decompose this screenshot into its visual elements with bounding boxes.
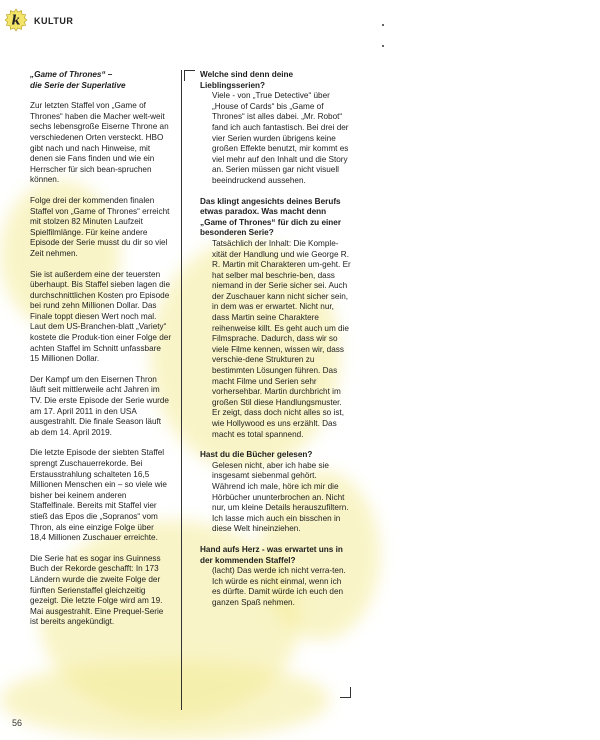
- ornament-dot: [382, 24, 384, 26]
- interview-answer: Viele - von „True Detective“ über „House of Cards“ bis „Game of Thrones“ ist alles dabei. „Mr. Robot“ fand ich auch fantastisch. Bei drei der vier Serien wurden übrigens keine großen Effekte benutzt, mir kommt es viel mehr auf den Inhalt und die Story an. Serien müssen gar nicht visuell beeindruckend aussehen.: [212, 91, 349, 185]
- article-column: [30, 70, 172, 638]
- interview-question: Das klingt angesichts deines Berufs etwas paradox. Was macht denn „Game of Thrones“ für dich zu einer besonderen Serie?: [200, 196, 342, 238]
- article-headline: [30, 70, 172, 91]
- article-paragraph: Folge drei der kommenden finalen Staffel von „Game of Thrones“ erreicht mit stolzen 82 Minuten Laufzeit Spielfilmlänge. Für keine andere Episode der Serie musst du dir so viel Zeit nehmen.: [30, 195, 170, 258]
- interview-question: Hand aufs Herz - was erwartet uns in der kommenden Staffel?: [200, 544, 343, 565]
- ornament-dot: [382, 45, 384, 47]
- paint-splash: [0, 660, 330, 740]
- article-paragraph: Sie ist außerdem eine der teuersten überhaupt. Bis Staffel sieben lagen die durchschnittlichen Kosten pro Episode bei rund zehn Millionen Dollar. Das Finale toppt diesen Wert noch mal. Laut dem US-Branchen-blatt „Variety“ kostete die Produk-tion einer Folge der achten Staffel im Schnitt unfassbare 15 Millionen Dollar.: [30, 269, 172, 364]
- interview-answer: Tatsächlich der Inhalt: Die Komple-xität der Handlung und wie George R. R. Martin mit Charakteren um-geht. Er hat selber mal beschrie-ben, dass niemand in der Serie sicher sei. Auch der Zuschauer kann nicht sicher sein, in dem was er erwartet. Nicht nur, dass Martin seine Charaktere reihenweise killt. Es geht auch um die Filmsprache. Dadurch, dass wir so viele Filme kennen, wissen wir, dass verschie-dene Strukturen zu bestimmten Lösungen führen. Das macht Filme und Serien sehr vorhersehbar. Martin durchbricht im großen Stil diese Handlungsmuster. Er zeigt, dass doch nicht alles so ist, wie Hollywood es uns erzählt. Das macht es total spannend.: [212, 238, 351, 439]
- article-paragraph: Die letzte Episode der siebten Staffel sprengt Zuschauerrekorde. Bei Erstausstrahlung schalteten 16,5 Millionen Menschen ein – so viele wie bisher bei keinem anderen Staffelfinale. Bereits mit Staffel vier stieß das Epos die „Sopranos“ vom Thron, als eine einzige Folge über 18,4 Millionen Zuschauer erreichte.: [30, 448, 167, 543]
- section-badge-icon: [4, 8, 28, 32]
- article-paragraph: Der Kampf um den Eisernen Thron läuft seit mittlerweile acht Jahren im TV. Die erste Episode der Serie wurde am 17. April 2011 in den USA ausgestrahlt. Die finale Season läuft ab dem 14. April 2019.: [30, 374, 169, 437]
- headline-line: die Serie der Superlative: [30, 80, 126, 90]
- page-number: 56: [12, 718, 23, 728]
- interview-block: [200, 545, 352, 609]
- interview-column: [200, 70, 352, 619]
- article-end-mark: [340, 687, 351, 698]
- interview-block: [200, 197, 352, 441]
- article-paragraph: Zur letzten Staffel von „Game of Thrones“ haben die Macher welt-weit sechs lebensgroße Eiserne Throne an verschiedenen Orten versteckt. HBO gibt nach und nach Hinweise, mit denen sie Fans finden und wie ein Herrscher für sich bean-spruchen können.: [30, 101, 169, 185]
- badge-letter: k: [11, 13, 21, 29]
- column-corner-mark: [184, 70, 195, 81]
- article-paragraph: Die Serie hat es sogar ins Guinness Buch der Rekorde geschafft: In 173 Ländern wurde die zweite Folge der fünften Serienstaffel gleichzeitig gezeigt. Die letzte Folge wird am 19. Mai ausgestrahlt. Eine Prequel-Serie ist bereits angekündigt.: [30, 553, 164, 627]
- interview-question: Hast du die Bücher gelesen?: [200, 450, 313, 460]
- interview-question: Welche sind denn deine Lieblingsserien?: [200, 70, 294, 90]
- column-divider: [181, 70, 182, 710]
- interview-block: [200, 70, 352, 187]
- section-label: KULTUR: [34, 16, 74, 26]
- headline-line: „Game of Thrones“ –: [30, 70, 113, 79]
- interview-block: [200, 450, 352, 535]
- interview-answer: (lacht) Das werde ich nicht verra-ten. Ich würde es nicht einmal, wenn ich es dürfte. Damit würde ich euch den ganzen Spaß nehmen.: [212, 566, 346, 607]
- interview-answer: Gelesen nicht, aber ich habe sie insgesamt siebenmal gehört. Während ich male, höre ich mir die Hörbücher ununterbrochen an. Nicht nur, um kleine Details herauszufiltern. Ich lasse mich auch ein bisschen in diese Welt hineinziehen.: [212, 460, 349, 534]
